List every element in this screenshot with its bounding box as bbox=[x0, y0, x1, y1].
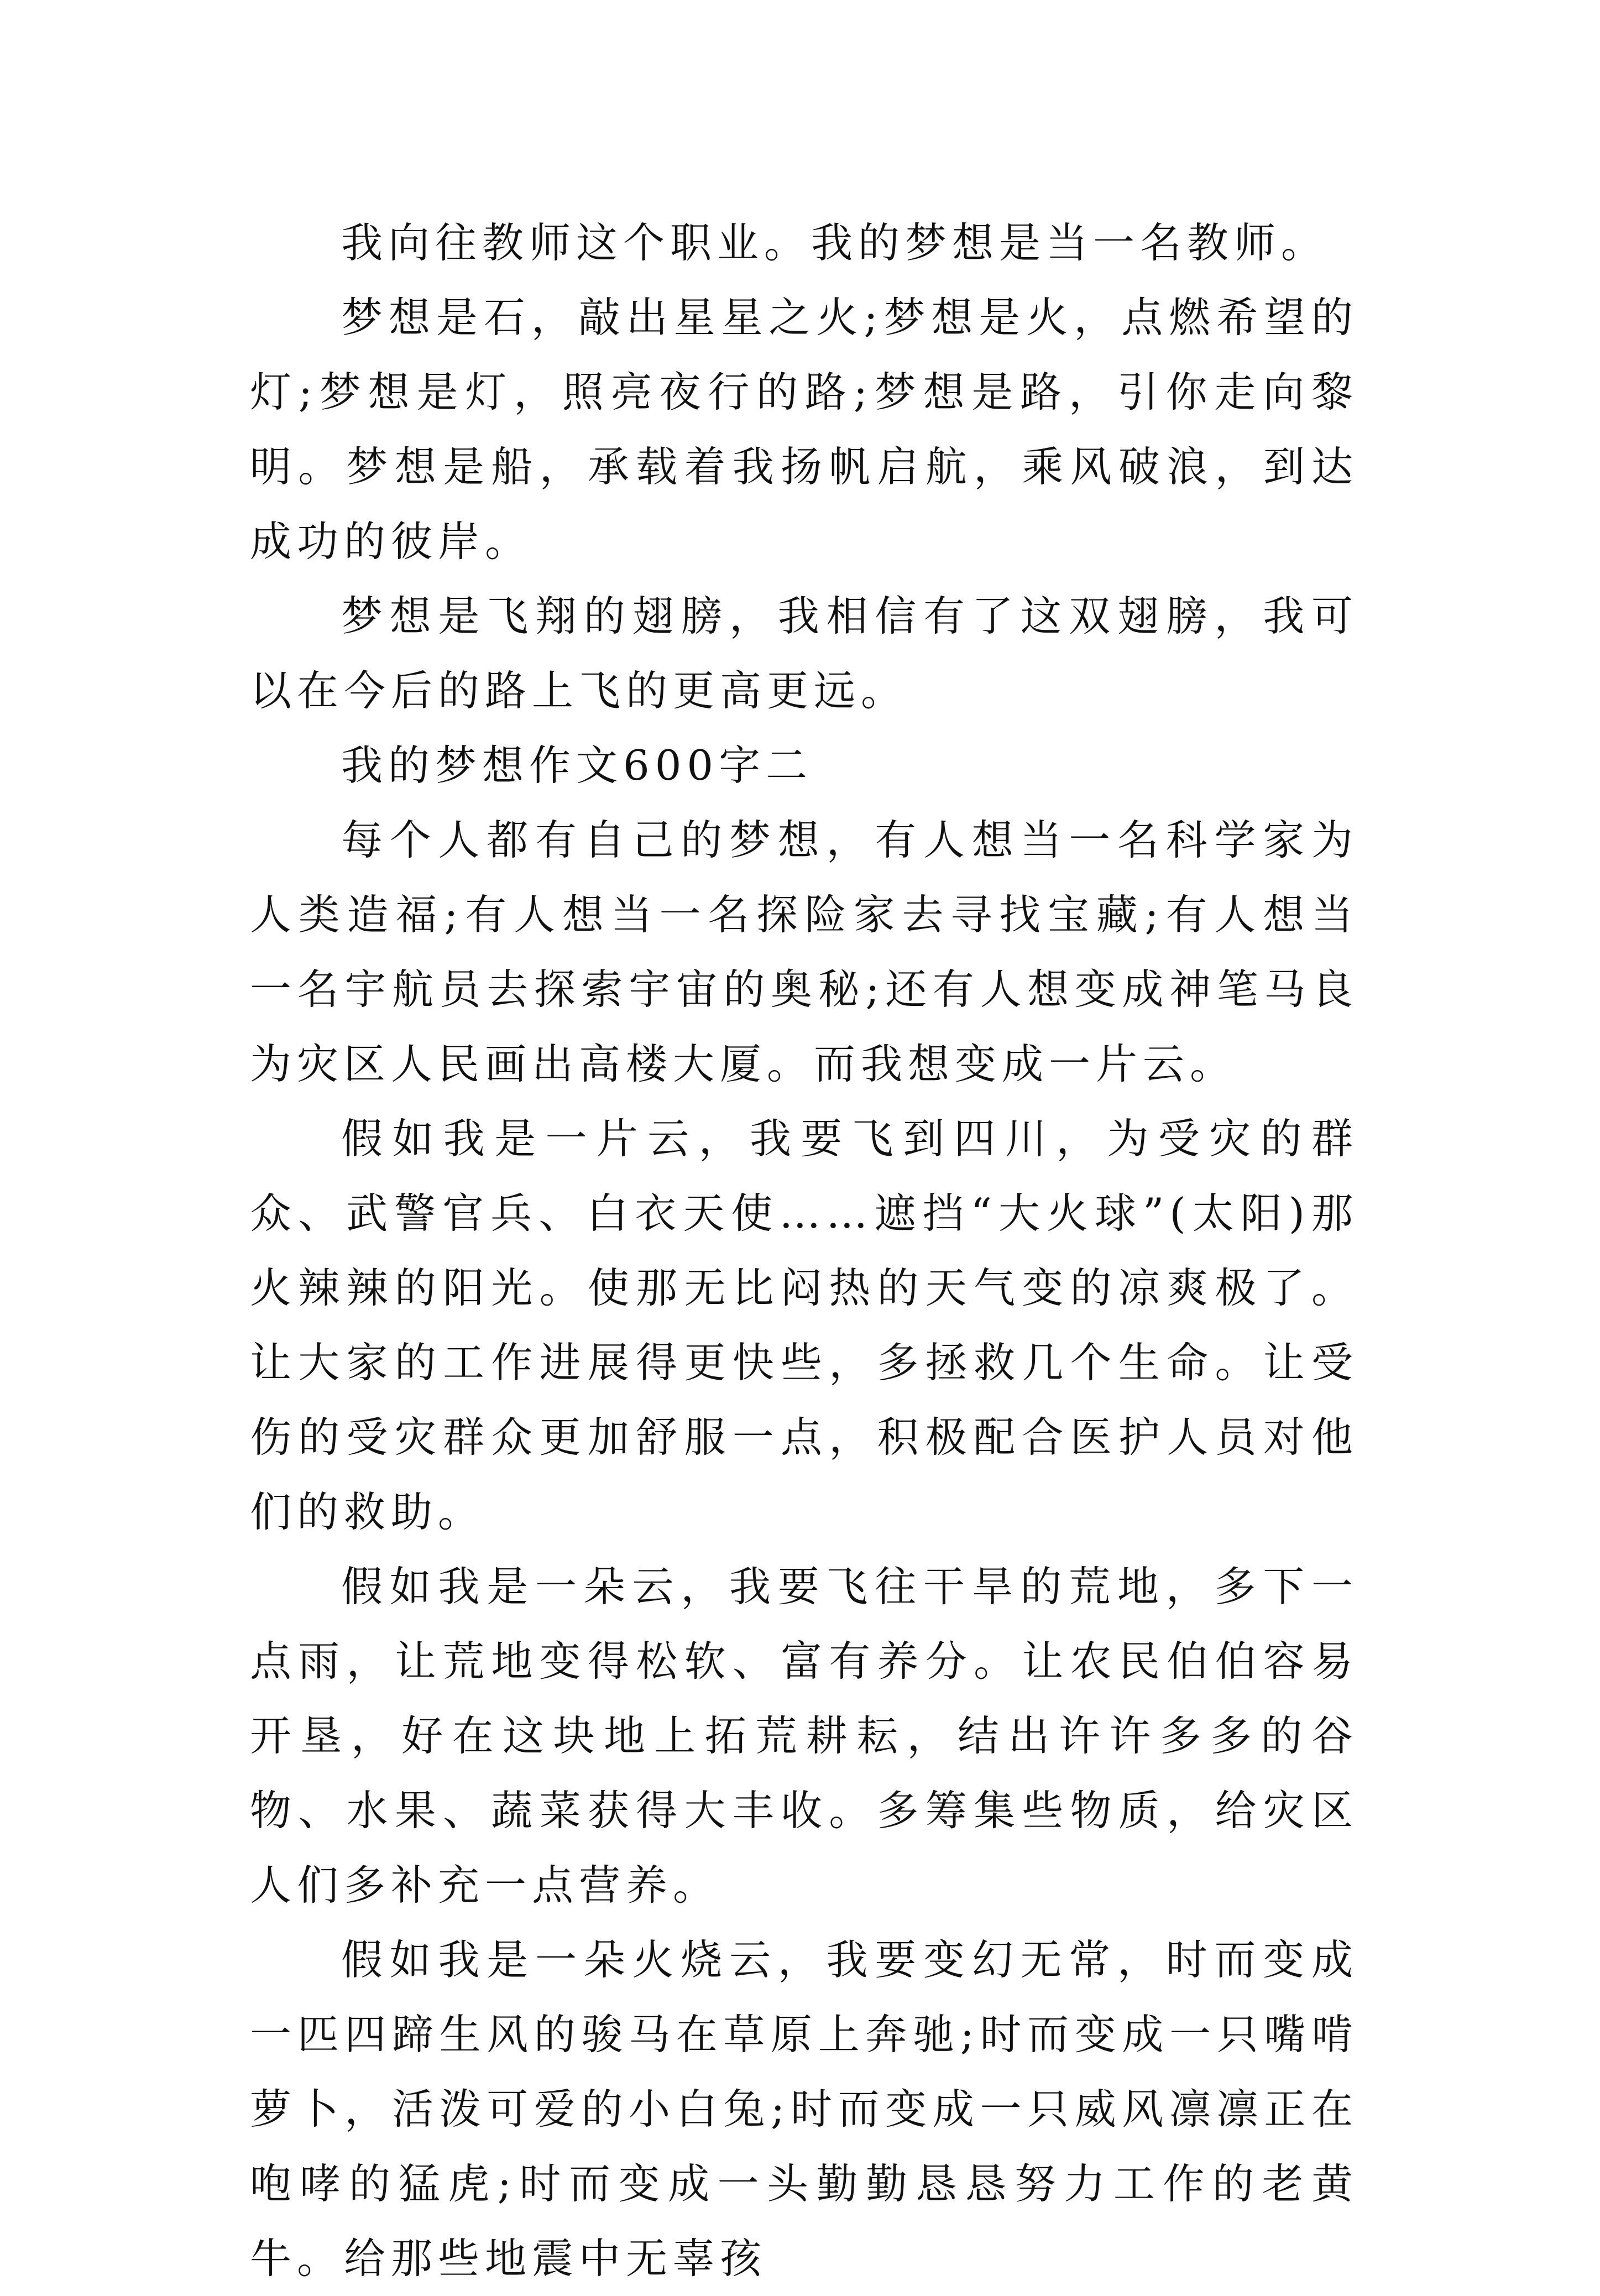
paragraph: 假如我是一朵火烧云，我要变幻无常，时而变成一匹四蹄生风的骏马在草原上奔驰;时而变成一只嘴啃萝卜，活泼可爱的小白兔;时而变成一只威风凛凛正在咆哮的猛虎;时而变成一头勤勤恳恳努力工作的老黄牛。给那些地震中无辜孩 bbox=[250, 1935, 1358, 2283]
document-body bbox=[250, 206, 1358, 2296]
paragraph: 每个人都有自己的梦想，有人想当一名科学家为人类造福;有人想当一名探险家去寻找宝藏;有人想当一名宇航员去探索宇宙的奥秘;还有人想变成神笔马良为灾区人民画出高楼大厦。而我想变成一片云。 bbox=[250, 816, 1358, 1088]
paragraph: 假如我是一片云，我要飞到四川，为受灾的群众、武警官兵、白衣天使……遮挡“大火球”(太阳)那火辣辣的阳光。使那无比闷热的天气变的凉爽极了。让大家的工作进展得更快些，多拯救几个生命。让受伤的受灾群众更加舒服一点，积极配合医护人员对他们的救助。 bbox=[250, 1114, 1358, 1536]
paragraph: 梦想是飞翔的翅膀，我相信有了这双翅膀，我可以在今后的路上飞的更高更远。 bbox=[250, 592, 1358, 715]
paragraph: 梦想是石，敲出星星之火;梦想是火，点燃希望的灯;梦想是灯，照亮夜行的路;梦想是路，引你走向黎明。梦想是船，承载着我扬帆启航，乘风破浪，到达成功的彼岸。 bbox=[250, 293, 1358, 566]
paragraph: 我向往教师这个职业。我的梦想是当一名教师。 bbox=[341, 218, 1329, 267]
section-heading: 我的梦想作文600字二 bbox=[341, 741, 813, 790]
paragraph: 假如我是一朵云，我要飞往干旱的荒地，多下一点雨，让荒地变得松软、富有养分。让农民伯伯容易开垦，好在这块地上拓荒耕耘，结出许许多多的谷物、水果、蔬菜获得大丰收。多筹集些物质，给灾区人们多补充一点营养。 bbox=[250, 1562, 1358, 1909]
